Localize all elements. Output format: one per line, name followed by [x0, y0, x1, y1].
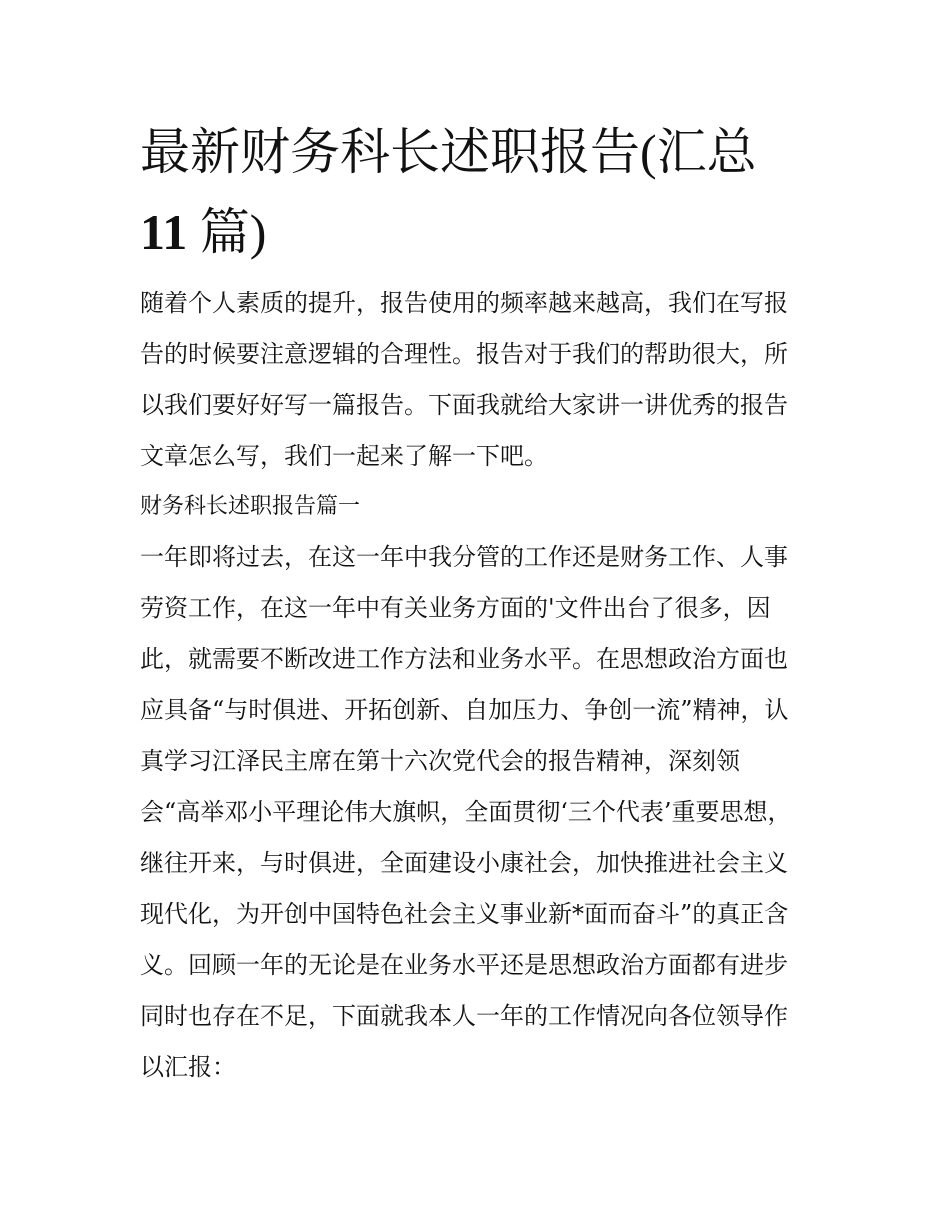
body-line: 同时也存在不足，下面就我本人一年的工作情况向各位领导作 [140, 1002, 788, 1030]
intro-paragraph [140, 278, 820, 482]
section-heading: 财务科长述职报告篇一 [140, 494, 361, 519]
body-line: 劳资工作，在这一年中有关业务方面的'文件出台了很多，因 [140, 594, 771, 622]
body-line: 继往开来，与时俱进，全面建设小康社会，加快推进社会主义 [140, 849, 788, 877]
intro-line: 以我们要好好写一篇报告。下面我就给大家讲一讲优秀的报告 [140, 391, 788, 419]
title-count: 11 [140, 204, 188, 260]
body-line: 一年即将过去，在这一年中我分管的工作还是财务工作、人事 [140, 543, 788, 571]
body-line: 此，就需要不断改进工作方法和业务水平。在思想政治方面也 [140, 645, 788, 673]
intro-line: 告的时候要注意逻辑的合理性。报告对于我们的帮助很大，所 [140, 340, 788, 368]
body-line: 现代化，为开创中国特色社会主义事业新*面而奋斗”的真正含 [140, 900, 789, 928]
body-line: 应具备“与时俱进、开拓创新、自加压力、争创一流”精神，认 [140, 696, 789, 724]
document-page [140, 112, 820, 1093]
body-line: 会“高举邓小平理论伟大旗帜，全面贯彻‘三个代表’重要思想， [140, 798, 792, 826]
body-paragraph [140, 532, 820, 1093]
body-line: 义。回顾一年的无论是在业务水平还是思想政治方面都有进步 [140, 951, 788, 979]
body-line: 以汇报： [140, 1053, 236, 1081]
document-title [140, 112, 820, 272]
body-line: 真学习江泽民主席在第十六次党代会的报告精神，深刻领 [140, 747, 740, 775]
title-line-1: 最新财务科长述职报告(汇总 [140, 124, 757, 180]
intro-line: 文章怎么写，我们一起来了解一下吧。 [140, 442, 548, 470]
intro-line: 随着个人素质的提升，报告使用的频率越来越高，我们在写报 [140, 289, 788, 317]
title-line-2: 篇) [199, 204, 267, 260]
